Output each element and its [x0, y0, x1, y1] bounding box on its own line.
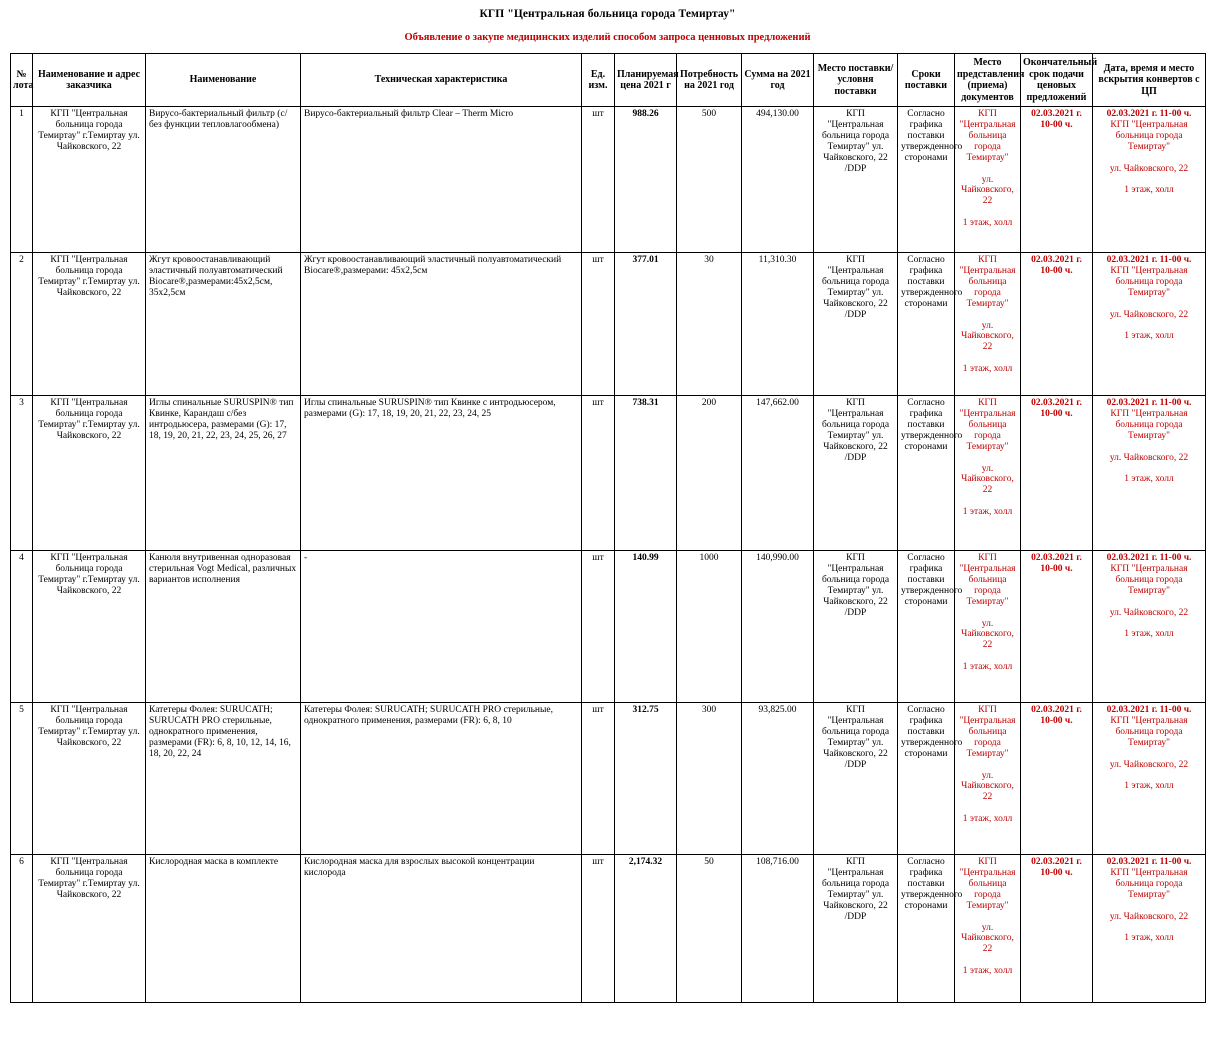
docs-place-org: КГП "Центральная больница города Темиртау"	[959, 398, 1016, 452]
cell-delivery-place: КГП "Центральная больница города Темиртау" ул. Чайковского, 22 /DDP	[814, 253, 898, 396]
cell-spec: Кислородная маска для взрослых высокой концентрации кислорода	[301, 855, 582, 1003]
opening-org: КГП "Центральная больница города Темиртау"	[1110, 563, 1188, 596]
cell-name: Жгут кровоостанавливающий эластичный полуавтоматический Biocare®,размерами:45х2,5см, 35х2,5см	[146, 253, 301, 396]
cell-delivery-terms: Согласно графика поставки утвержденного сторонами	[898, 855, 955, 1003]
cell-deadline: 02.03.2021 г. 10-00 ч.	[1021, 703, 1093, 855]
opening-org: КГП "Центральная больница города Темиртау"	[1110, 119, 1188, 152]
cell-delivery-place: КГП "Центральная больница города Темиртау" ул. Чайковского, 22 /DDP	[814, 551, 898, 703]
col-header-customer: Наименование и адрес заказчика	[33, 54, 146, 107]
opening-date: 02.03.2021 г. 11-00 ч.	[1106, 109, 1192, 119]
cell-qty: 200	[677, 396, 742, 551]
cell-customer: КГП "Центральная больница города Темиртау" г.Темиртау ул. Чайковского, 22	[33, 703, 146, 855]
table-row	[11, 253, 1206, 396]
cell-sum: 11,310.30	[742, 253, 814, 396]
cell-delivery-terms: Согласно графика поставки утвержденного сторонами	[898, 396, 955, 551]
docs-place-street: ул. Чайковского, 22	[961, 618, 1014, 651]
docs-place-street: ул. Чайковского, 22	[961, 174, 1014, 207]
cell-uom: шт	[582, 703, 615, 855]
cell-spec: Катетеры Фолея: SURUCATH; SURUCATH PRO стерильные, однократного применения, размерами (FR): 6, 8, 10	[301, 703, 582, 855]
cell-lot: 6	[11, 855, 33, 1003]
opening-floor: 1 этаж, холл	[1124, 474, 1174, 485]
cell-qty: 30	[677, 253, 742, 396]
cell-uom: шт	[582, 855, 615, 1003]
cell-qty: 500	[677, 107, 742, 253]
opening-date: 02.03.2021 г. 11-00 ч.	[1106, 398, 1192, 408]
page-subtitle: Объявление о закупе медицинских изделий способом запроса ценновых предложений	[404, 32, 811, 43]
cell-price: 2,174.32	[615, 855, 677, 1003]
opening-floor: 1 этаж, холл	[1124, 185, 1174, 196]
cell-docs-place	[955, 253, 1021, 396]
opening-floor: 1 этаж, холл	[1124, 629, 1174, 640]
col-header-spec: Техническая характеристика	[301, 54, 582, 107]
cell-lot: 3	[11, 396, 33, 551]
cell-name: Вирусо-бактериальный фильтр (с/без функции тепловлагообмена)	[146, 107, 301, 253]
docs-place-street: ул. Чайковского, 22	[961, 320, 1014, 353]
page-title: КГП "Центральная больница города Темиртау"	[479, 8, 736, 20]
cell-lot: 1	[11, 107, 33, 253]
cell-delivery-terms: Согласно графика поставки утвержденного сторонами	[898, 551, 955, 703]
opening-street: ул. Чайковского, 22	[1109, 759, 1189, 770]
cell-deadline: 02.03.2021 г. 10-00 ч.	[1021, 253, 1093, 396]
opening-org: КГП "Центральная больница города Темиртау"	[1110, 867, 1188, 900]
table-row	[11, 703, 1206, 855]
opening-floor: 1 этаж, холл	[1124, 781, 1174, 792]
docs-place-floor: 1 этаж, холл	[962, 662, 1013, 673]
cell-name: Катетеры Фолея: SURUCATH; SURUCATH PRO стерильные, однократного применения, размерами (FR): 6, 8, 10, 12, 14, 16, 18, 20, 22, 24	[146, 703, 301, 855]
cell-docs-place	[955, 703, 1021, 855]
cell-delivery-place: КГП "Центральная больница города Темиртау" ул. Чайковского, 22 /DDP	[814, 855, 898, 1003]
cell-delivery-terms: Согласно графика поставки утвержденного сторонами	[898, 107, 955, 253]
cell-qty: 50	[677, 855, 742, 1003]
docs-place-floor: 1 этаж, холл	[962, 364, 1013, 375]
cell-customer: КГП "Центральная больница города Темиртау" г.Темиртау ул. Чайковского, 22	[33, 107, 146, 253]
procurement-table	[10, 53, 1206, 1003]
col-header-sum: Сумма на 2021 год	[742, 54, 814, 107]
opening-date: 02.03.2021 г. 11-00 ч.	[1106, 553, 1192, 563]
opening-date: 02.03.2021 г. 11-00 ч.	[1106, 705, 1192, 715]
cell-name: Кислородная маска в комплекте	[146, 855, 301, 1003]
cell-lot: 2	[11, 253, 33, 396]
opening-street: ул. Чайковского, 22	[1109, 452, 1189, 463]
docs-place-org: КГП "Центральная больница города Темиртау"	[959, 109, 1016, 163]
cell-customer: КГП "Центральная больница города Темиртау" г.Темиртау ул. Чайковского, 22	[33, 396, 146, 551]
col-header-name: Наименование	[146, 54, 301, 107]
docs-place-street: ул. Чайковского, 22	[961, 922, 1014, 955]
cell-docs-place	[955, 396, 1021, 551]
docs-place-floor: 1 этаж, холл	[962, 966, 1013, 977]
cell-delivery-place: КГП "Центральная больница города Темиртау" ул. Чайковского, 22 /DDP	[814, 107, 898, 253]
cell-lot: 5	[11, 703, 33, 855]
docs-place-floor: 1 этаж, холл	[962, 218, 1013, 229]
cell-docs-place	[955, 855, 1021, 1003]
cell-price: 988.26	[615, 107, 677, 253]
col-header-docs-place: Место представления (приема) документов	[955, 54, 1021, 107]
cell-customer: КГП "Центральная больница города Темиртау" г.Темиртау ул. Чайковского, 22	[33, 855, 146, 1003]
cell-spec: Вирусо-бактериальный фильтр Clear – Therm Micro	[301, 107, 582, 253]
table-row	[11, 855, 1206, 1003]
col-header-deadline: Окончательный срок подачи ценовых предложений	[1021, 54, 1093, 107]
col-header-uom: Ед. изм.	[582, 54, 615, 107]
cell-lot: 4	[11, 551, 33, 703]
col-header-delivery-terms: Сроки поставки	[898, 54, 955, 107]
cell-spec: -	[301, 551, 582, 703]
docs-place-org: КГП "Центральная больница города Темиртау"	[959, 857, 1016, 911]
cell-sum: 147,662.00	[742, 396, 814, 551]
cell-opening	[1093, 107, 1206, 253]
cell-delivery-terms: Согласно графика поставки утвержденного сторонами	[898, 253, 955, 396]
cell-sum: 108,716.00	[742, 855, 814, 1003]
docs-place-org: КГП "Центральная больница города Темиртау"	[959, 255, 1016, 309]
opening-org: КГП "Центральная больница города Темиртау"	[1110, 265, 1188, 298]
cell-spec: Иглы спинальные SURUSPIN® тип Квинке с интродьюсером, размерами (G): 17, 18, 19, 20, 21, 22, 23, 24, 25	[301, 396, 582, 551]
cell-opening	[1093, 703, 1206, 855]
cell-price: 377.01	[615, 253, 677, 396]
opening-date: 02.03.2021 г. 11-00 ч.	[1106, 857, 1192, 867]
docs-place-org: КГП "Центральная больница города Темиртау"	[959, 553, 1016, 607]
cell-delivery-place: КГП "Центральная больница города Темиртау" ул. Чайковского, 22 /DDP	[814, 396, 898, 551]
opening-floor: 1 этаж, холл	[1124, 933, 1174, 944]
opening-date: 02.03.2021 г. 11-00 ч.	[1106, 255, 1192, 265]
cell-deadline: 02.03.2021 г. 10-00 ч.	[1021, 855, 1093, 1003]
cell-opening	[1093, 551, 1206, 703]
cell-delivery-place: КГП "Центральная больница города Темиртау" ул. Чайковского, 22 /DDP	[814, 703, 898, 855]
docs-place-street: ул. Чайковского, 22	[961, 770, 1014, 803]
table-row	[11, 107, 1206, 253]
cell-spec: Жгут кровоостанавливающий эластичный полуавтоматический Biocare®,размерами: 45х2,5см	[301, 253, 582, 396]
opening-street: ул. Чайковского, 22	[1109, 309, 1189, 320]
cell-customer: КГП "Центральная больница города Темиртау" г.Темиртау ул. Чайковского, 22	[33, 551, 146, 703]
col-header-opening: Дата, время и место вскрытия конвертов с ЦП	[1093, 54, 1206, 107]
cell-docs-place	[955, 107, 1021, 253]
cell-price: 738.31	[615, 396, 677, 551]
opening-street: ул. Чайковского, 22	[1109, 911, 1189, 922]
cell-name: Канюля внутривенная одноразовая стерильная Vogt Medical, различных вариантов исполнения	[146, 551, 301, 703]
cell-uom: шт	[582, 107, 615, 253]
cell-qty: 300	[677, 703, 742, 855]
col-header-delivery-place: Место поставки/условня поставки	[814, 54, 898, 107]
table-header-row	[11, 54, 1206, 107]
cell-sum: 494,130.00	[742, 107, 814, 253]
cell-deadline: 02.03.2021 г. 10-00 ч.	[1021, 396, 1093, 551]
cell-opening	[1093, 396, 1206, 551]
cell-price: 140.99	[615, 551, 677, 703]
table-row	[11, 551, 1206, 703]
cell-uom: шт	[582, 551, 615, 703]
cell-delivery-terms: Согласно графика поставки утвержденного сторонами	[898, 703, 955, 855]
cell-name: Иглы спинальные SURUSPIN® тип Квинке, Карандаш с/без интродьюсера, размерами (G): 17, 18, 19, 20, 21, 22, 23, 24, 25, 26, 27	[146, 396, 301, 551]
cell-opening	[1093, 855, 1206, 1003]
docs-place-floor: 1 этаж, холл	[962, 507, 1013, 518]
cell-deadline: 02.03.2021 г. 10-00 ч.	[1021, 107, 1093, 253]
cell-docs-place	[955, 551, 1021, 703]
col-header-qty: Потребность на 2021 год	[677, 54, 742, 107]
docs-place-floor: 1 этаж, холл	[962, 814, 1013, 825]
opening-street: ул. Чайковского, 22	[1109, 163, 1189, 174]
cell-uom: шт	[582, 253, 615, 396]
cell-qty: 1000	[677, 551, 742, 703]
opening-floor: 1 этаж, холл	[1124, 331, 1174, 342]
cell-uom: шт	[582, 396, 615, 551]
table-row	[11, 396, 1206, 551]
opening-org: КГП "Центральная больница города Темиртау"	[1110, 408, 1188, 441]
cell-deadline: 02.03.2021 г. 10-00 ч.	[1021, 551, 1093, 703]
cell-customer: КГП "Центральная больница города Темиртау" г.Темиртау ул. Чайковского, 22	[33, 253, 146, 396]
docs-place-street: ул. Чайковского, 22	[961, 463, 1014, 496]
col-header-price: Планируемая цена 2021 г	[615, 54, 677, 107]
cell-sum: 93,825.00	[742, 703, 814, 855]
opening-org: КГП "Центральная больница города Темиртау"	[1110, 715, 1188, 748]
cell-opening	[1093, 253, 1206, 396]
opening-street: ул. Чайковского, 22	[1109, 607, 1189, 618]
docs-place-org: КГП "Центральная больница города Темиртау"	[959, 705, 1016, 759]
col-header-lot: № лота	[11, 54, 33, 107]
cell-price: 312.75	[615, 703, 677, 855]
cell-sum: 140,990.00	[742, 551, 814, 703]
